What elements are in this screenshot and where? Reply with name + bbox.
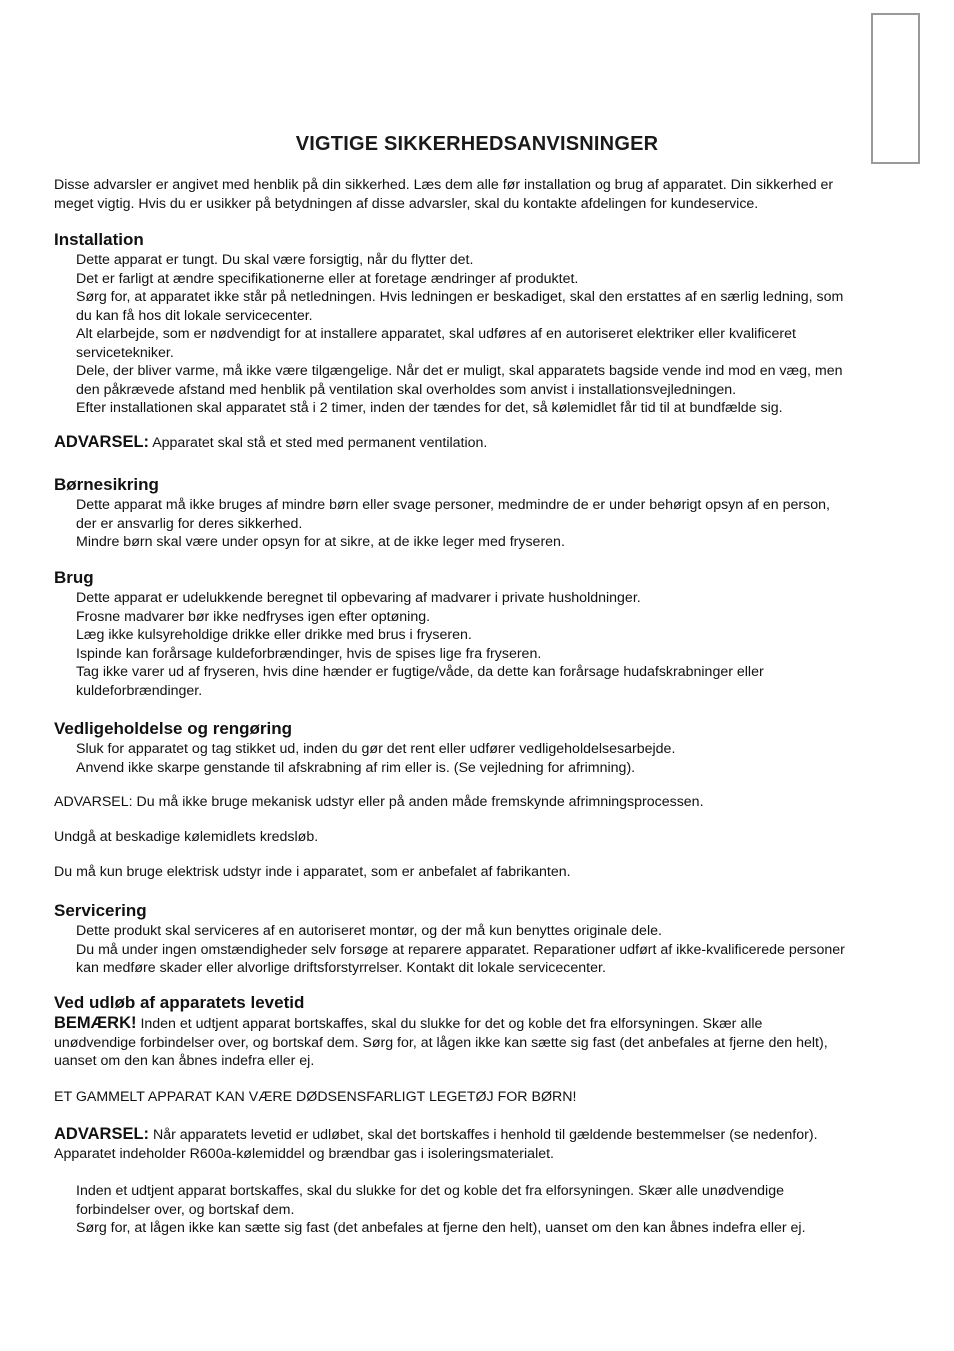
page-title: VIGTIGE SIKKERHEDSANVISNINGER — [295, 133, 659, 155]
child-safety-line: Mindre børn skal være under opsyn for at sikre, at de ikke leger med fryseren. — [76, 534, 565, 550]
note-line: uanset om den kan åbnes indefra eller ej. — [54, 1053, 315, 1069]
maintenance-line: Anvend ikke skarpe genstande til afskrabning af rim eller is. (Se vejledning for afrimning). — [76, 759, 636, 776]
use-line: Tag ikke varer ud af fryseren, hvis dine hænder er fugtige/våde, da dette kan forårsage hudafskrabninger eller — [76, 664, 764, 680]
end-of-life-heading: Ved udløb af apparatets levetid — [54, 993, 305, 1012]
child-safety-line: der er ansvarlig for deres sikkerhed. — [76, 515, 303, 532]
installation-line: Sørg for, at apparatet ikke står på netledningen. Hvis ledningen er beskadiget, skal den erstattes af en særlig ledning, som — [76, 289, 844, 305]
final-instructions — [54, 1182, 916, 1238]
service-heading: Servicering — [54, 901, 147, 920]
child-safety-heading: Børnesikring — [54, 475, 159, 494]
installation-heading: Installation — [54, 230, 144, 249]
installation-line: Dele, der bliver varme, må ikke være tilgængelige. Når det er muligt, skal apparatets bagside vende ind mod en væg, men — [76, 363, 843, 379]
final-line: Inden et udtjent apparat bortskaffes, skal du slukke for det og koble det fra elforsyningen. Skær alle unødvendige — [76, 1183, 784, 1199]
service-line: Dette produkt skal serviceres af en autoriseret montør, og der må kun benyttes originale dele. — [76, 923, 662, 939]
caps-warning-text: ET GAMMELT APPARAT KAN VÆRE DØDSENSFARLIGT LEGETØJ FOR BØRN! — [54, 1089, 577, 1105]
use-section — [54, 567, 916, 700]
installation-line: Det er farligt at ændre specifikationerne eller at foretage ændringer af produktet. — [76, 270, 579, 287]
maintenance-section — [54, 718, 916, 777]
child-safety-line: Dette apparat må ikke bruges af mindre børn eller svage personer, medmindre de er under behørigt opsyn af en person, — [76, 497, 830, 513]
maintenance-note-line: ADVARSEL: Du må ikke bruge mekanisk udstyr eller på anden måde fremskynde afrimningsprocessen. — [54, 794, 704, 810]
maintenance-line: Sluk for apparatet og tag stikket ud, inden du gør det rent eller udfører vedligeholdelsesarbejde. — [76, 741, 676, 757]
maintenance-note — [54, 828, 916, 847]
installation-line: Dette apparat er tungt. Du skal være forsigtig, når du flytter det. — [76, 252, 474, 268]
intro-line: Disse advarsler er angivet med henblik på din sikkerhed. Læs dem alle før installation og brug af apparatet. Din sikkerhed er — [54, 177, 834, 193]
ventilation-warning — [54, 433, 916, 453]
maintenance-note-line: Undgå at beskadige kølemidlets kredsløb. — [54, 829, 319, 845]
disposal-warning — [54, 1125, 916, 1163]
use-line: kuldeforbrændinger. — [76, 682, 203, 699]
use-line: Dette apparat er udelukkende beregnet til opbevaring af madvarer i private husholdninger. — [76, 590, 641, 606]
service-line: kan medføre skader eller alvorlige driftsforstyrrelser. Kontakt dit lokale servicecenter. — [76, 960, 606, 976]
maintenance-note — [54, 863, 916, 882]
maintenance-note — [54, 793, 916, 812]
final-line: Sørg for, at lågen ikke kan sætte sig fast (det anbefales at fjerne den helt), uanset om den kan åbnes indefra eller ej. — [76, 1220, 806, 1236]
use-line: Læg ikke kulsyreholdige drikke eller drikke med brus i fryseren. — [76, 627, 472, 643]
installation-section — [54, 229, 916, 418]
disposal-warning-line: Apparatet indeholder R600a-kølemiddel og brændbar gas i isoleringsmaterialet. — [54, 1145, 554, 1162]
use-line: Ispinde kan forårsage kuldeforbrændinger, hvis de spises lige fra fryseren. — [76, 645, 542, 662]
maintenance-heading: Vedligeholdelse og rengøring — [54, 719, 293, 738]
warning-text: Apparatet skal stå et sted med permanent ventilation. — [149, 435, 488, 451]
installation-line: du kan få hos dit lokale servicecenter. — [76, 307, 313, 324]
installation-line: Efter installationen skal apparatet stå i 2 timer, inden der tændes for det, så kølemidlet får tid til at bundfælde sig. — [76, 400, 783, 416]
service-line: Du må under ingen omstændigheder selv forsøge at reparere apparatet. Reparationer udført af ikke-kvalificerede personer — [76, 941, 845, 958]
note-label: BEMÆRK! — [54, 1014, 137, 1032]
disposal-warning-line: Når apparatets levetid er udløbet, skal det bortskaffes i henhold til gældende bestemmelser (se nedenfor). — [149, 1127, 818, 1143]
end-of-life-section — [54, 992, 916, 1071]
note-line: Inden et udtjent apparat bortskaffes, skal du slukke for det og koble det fra elforsyningen. Skær alle — [136, 1016, 763, 1032]
note-line: unødvendige forbindelser over, og bortskaf dem. Sørg for, at lågen ikke kan sætte sig fast (det anbefales at fjerne den helt), — [54, 1034, 828, 1051]
use-heading: Brug — [54, 568, 94, 587]
use-line: Frosne madvarer bør ikke nedfryses igen efter optøning. — [76, 608, 431, 625]
intro-paragraph — [54, 176, 916, 213]
installation-line: servicetekniker. — [76, 344, 174, 361]
caps-warning — [54, 1088, 916, 1107]
installation-line: Alt elarbejde, som er nødvendigt for at installere apparatet, skal udføres af en autoriseret elektriker eller kvalificeret — [76, 326, 796, 342]
maintenance-note-line: Du må kun bruge elektrisk udstyr inde i apparatet, som er anbefalet af fabrikanten. — [54, 864, 571, 880]
service-section — [54, 900, 916, 978]
installation-line: den påkrævede afstand med henblik på ventilation skal overholdes som anvist i installationsvejledningen. — [76, 381, 737, 398]
child-safety-section — [54, 474, 916, 552]
warning-label: ADVARSEL: — [54, 1125, 150, 1143]
final-line: forbindelser over, og bortskaf dem. — [76, 1201, 295, 1218]
intro-line: meget vigtig. Hvis du er usikker på betydningen af disse advarsler, skal du kontakte afdelingen for kundeservice. — [54, 195, 759, 212]
warning-label: ADVARSEL: — [54, 433, 150, 451]
